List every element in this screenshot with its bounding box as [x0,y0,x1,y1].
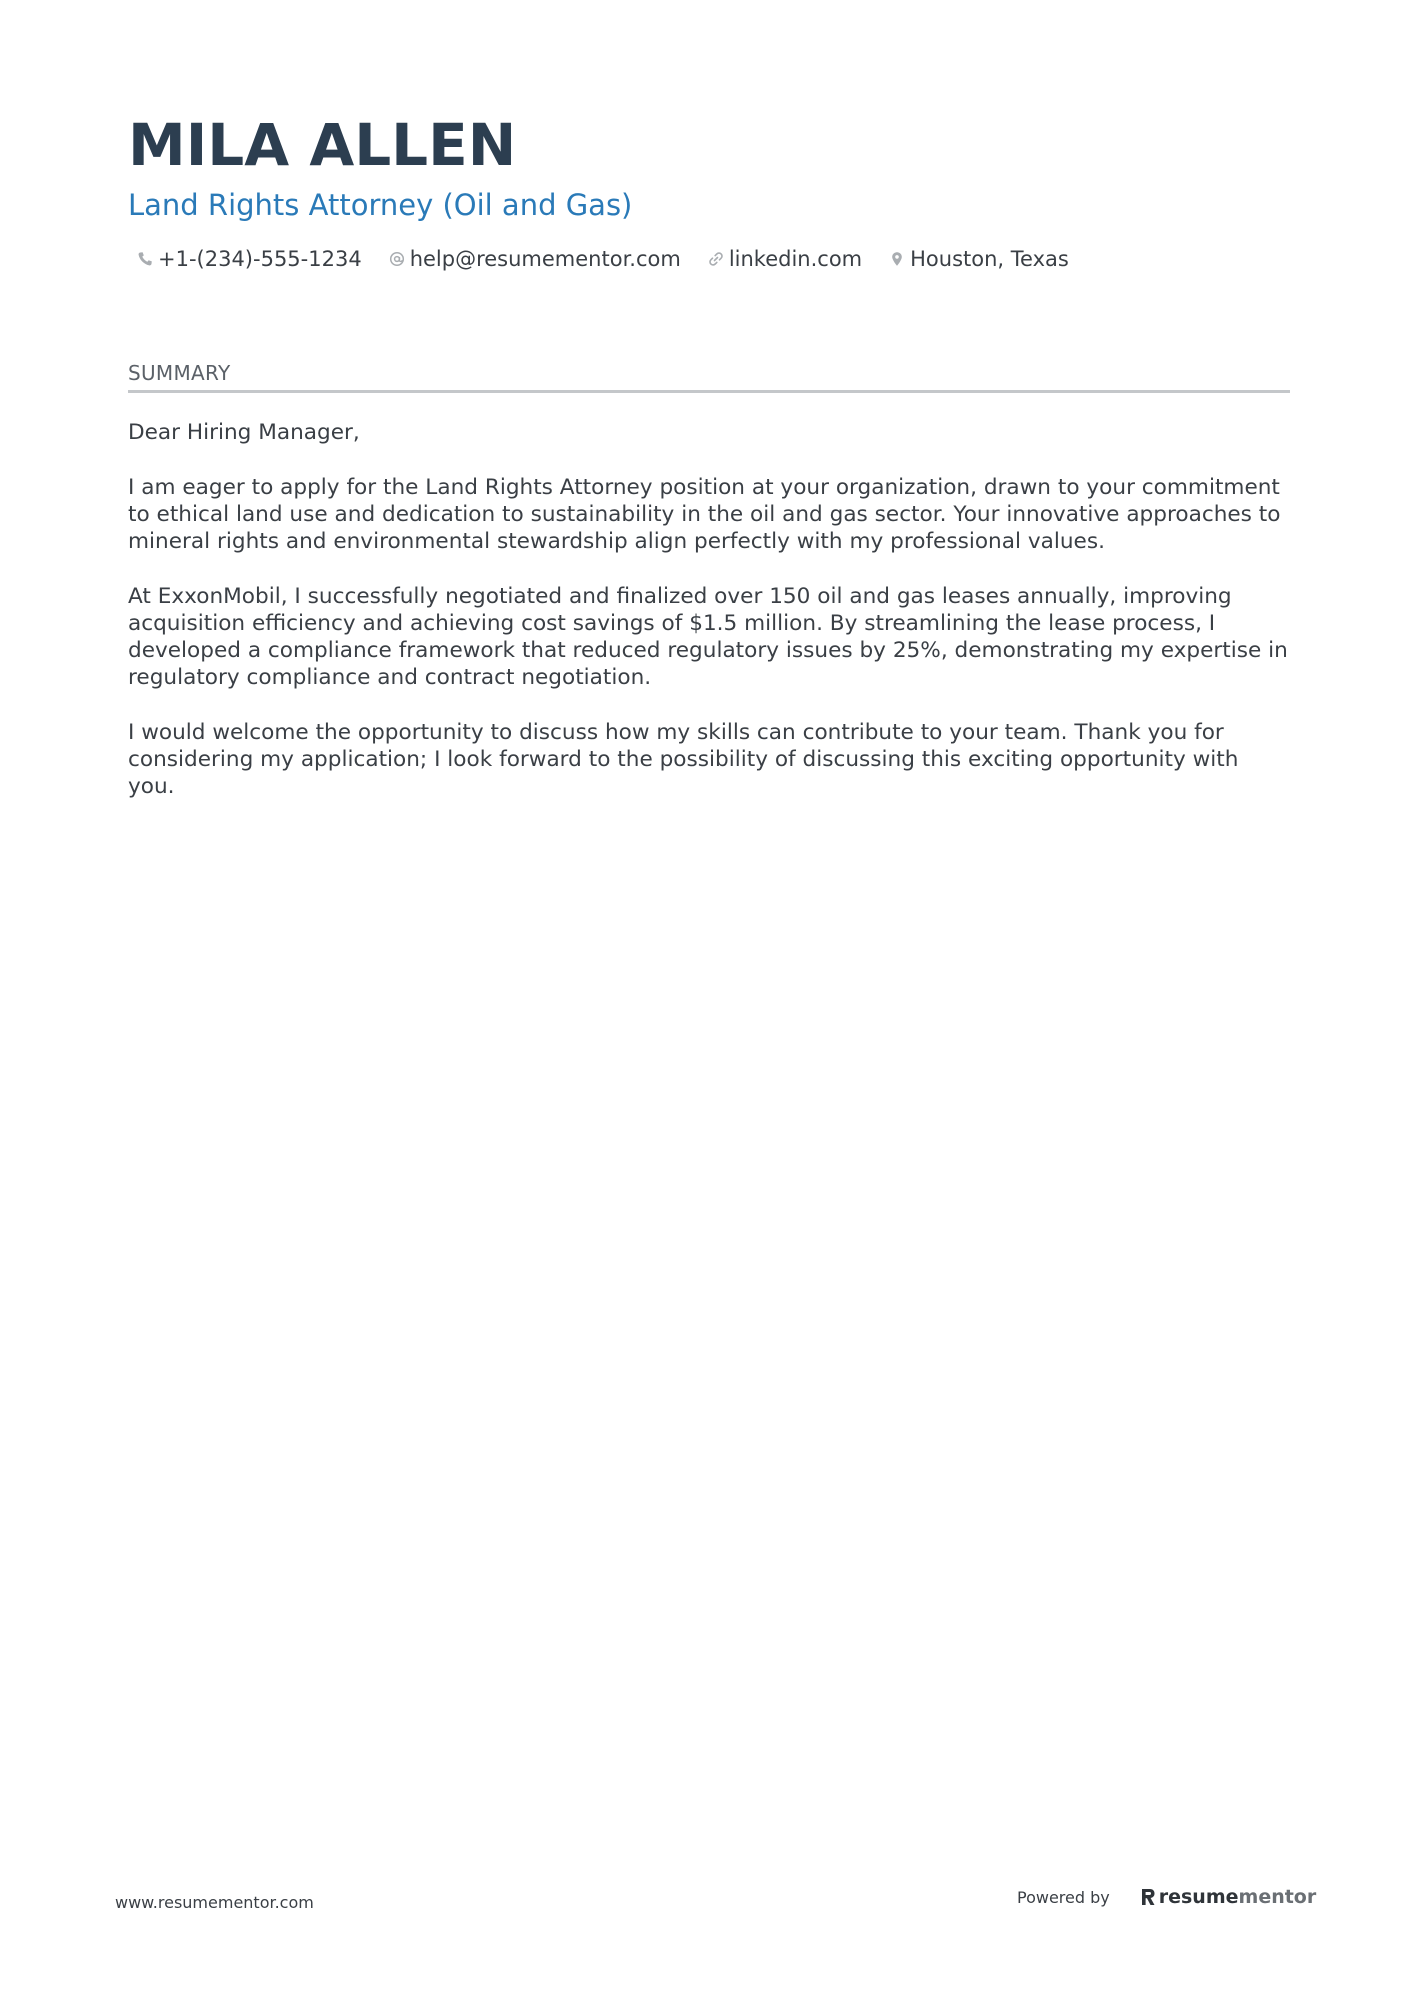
contact-email-text: help@resumementor.com [409,247,681,271]
paragraph-experience: At ExxonMobil, I successfully negotiated and finalized over 150 oil and gas leases annually, improving acquisition efficiency and achieving cost savings of $1.5 million. By streamlining the lease process, I developed a compliance framework that reduced regulatory issues by 25%, demonstrating my expertise in regulatory compliance and contract negotiation. [128,584,1288,690]
footer-website[interactable]: www.resumementor.com [115,1893,314,1912]
contact-phone [136,247,362,271]
location-pin-icon [888,250,906,268]
paragraph-closing: I would welcome the opportunity to discuss how my skills can contribute to your team. Thank you for considering my application; I look forward to the possibility of discussing this exciting opportunity with you. [128,720,1239,799]
header [128,110,1288,274]
paragraph-intro: I am eager to apply for the Land Rights Attorney position at your organization, drawn to your commitment to ethical land use and dedication to sustainability in the oil and gas sector. Your innovative approaches to mineral rights and environmental stewardship align perfectly with my professional values. [128,475,1281,554]
job-title: Land Rights Attorney (Oil and Gas) [128,188,633,222]
contact-linkedin [707,247,862,271]
contact-linkedin-text: linkedin.com [728,247,863,271]
summary-section [128,360,1290,828]
link-icon [707,250,725,268]
contact-phone-text: +1-(234)-555-1234 [158,247,362,271]
contact-location [888,247,1069,271]
footer-branding [1017,1886,1316,1908]
contact-location-text: Houston, Texas [910,247,1069,271]
candidate-name: MILA ALLEN [128,111,517,179]
contact-bar [128,244,1288,274]
salutation: Dear Hiring Manager, [128,420,360,445]
brand-logo[interactable] [1140,1886,1317,1908]
phone-icon [136,250,154,268]
brand-name-part2: mentor [1238,1886,1317,1908]
at-icon [388,250,406,268]
powered-by-label: Powered by [1017,1887,1110,1907]
cover-letter-body [128,419,1290,800]
brand-name-part1: resume [1158,1886,1239,1908]
resumementor-logo-icon [1140,1887,1156,1907]
contact-email [388,247,681,271]
section-title: SUMMARY [128,360,1290,393]
